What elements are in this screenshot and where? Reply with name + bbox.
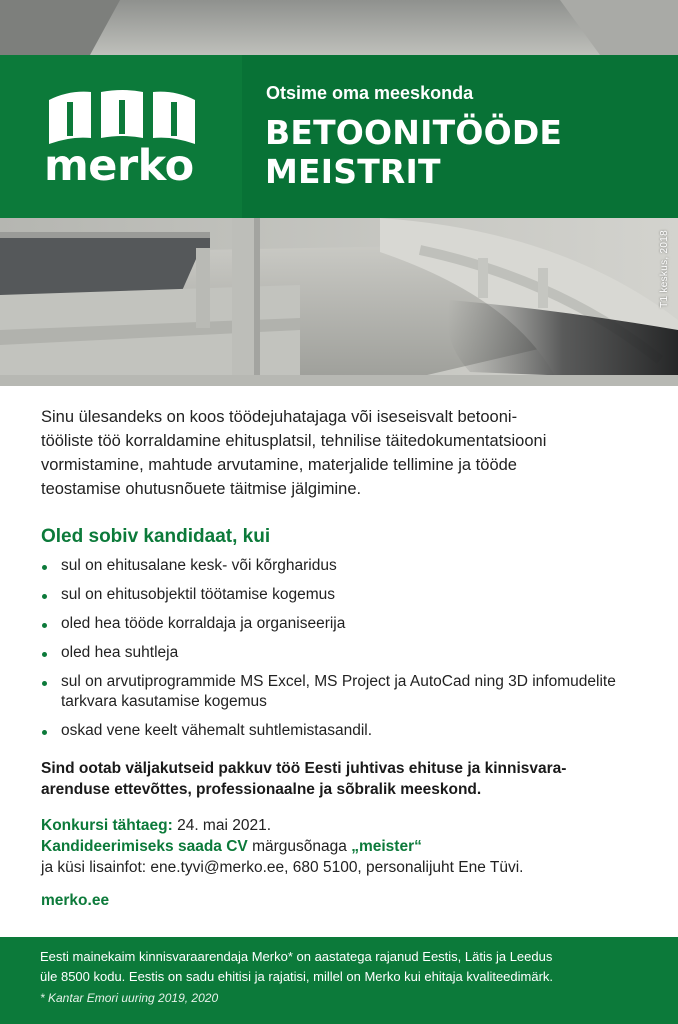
job-description-line: Sinu ülesandeks on koos töödejuhatajaga või iseseisvalt betooni- (41, 408, 518, 426)
header-banner (0, 55, 678, 218)
application-info (41, 815, 661, 878)
cv-label: Kandideerimiseks saada CV (41, 838, 248, 855)
photo-credit: T1 keskus, 2018 (659, 230, 670, 308)
deadline-row (41, 815, 661, 836)
cv-row (41, 836, 661, 857)
offer-line: arenduse ettevõttes, professionaalne ja sõbralik meeskond. (41, 781, 482, 798)
requirements-heading: Oled sobiv kandidaat, kui (41, 526, 271, 547)
requirement-item: oled hea suhtleja (41, 643, 641, 663)
job-description-line: tööliste töö korraldamine ehitusplatsil, tehnilise täitedokumentatsiooni (41, 432, 547, 450)
job-title (265, 113, 665, 191)
merko-logo-wordmark: merko (44, 141, 194, 191)
requirement-item: sul on ehitusalane kesk- või kõrgharidus (41, 556, 641, 576)
requirement-item: sul on ehitusobjektil töötamise kogemus (41, 585, 641, 605)
footer-line: Eesti mainekaim kinnisvaraarendaja Merko* on aastatega rajanud Eestis, Lätis ja Leedus (40, 949, 553, 964)
deadline-label: Konkursi tähtaeg: (41, 817, 173, 834)
footer-text (40, 947, 640, 987)
requirement-item: oskad vene keelt vähemalt suhtlemistasandil. (41, 721, 641, 741)
contact-info[interactable]: ja küsi lisainfot: ene.tyvi@merko.ee, 680 5100, personalijuht Ene Tüvi. (41, 859, 524, 876)
job-title-line-2: MEISTRIT (265, 152, 441, 191)
footer-footnote: * Kantar Emori uuring 2019, 2020 (40, 991, 219, 1005)
website-link[interactable]: merko.ee (41, 892, 110, 909)
job-description-line: vormistamine, mahtude arvutamine, materjalide tellimine ja tööde (41, 456, 517, 474)
job-description (41, 405, 651, 501)
job-title-line-1: BETOONITÖÖDE (265, 113, 563, 152)
banner-kicker: Otsime oma meeskonda (266, 83, 474, 103)
job-description-line: teostamise ohutusnõuete täitmise jälgimine. (41, 480, 362, 498)
requirement-item: sul on arvutiprogrammide MS Excel, MS Project ja AutoCad ning 3D infomudelite tarkvara kasutamise kogemus (41, 672, 621, 712)
deadline-value: 24. mai 2021. (177, 817, 272, 834)
footer-line: üle 8500 kodu. Eestis on sadu ehitisi ja rajatisi, millel on Merko kui ehitaja kvaliteedimärk. (40, 969, 554, 984)
requirements-list (41, 556, 641, 750)
footer (0, 937, 678, 1024)
cv-keyword: „meister“ (351, 838, 422, 855)
cv-middle-text: märgusõnaga (252, 838, 347, 855)
offer-line: Sind ootab väljakutseid pakkuv töö Eesti juhtivas ehituse ja kinnisvara- (41, 760, 567, 777)
offer-text (41, 758, 651, 800)
requirement-item: oled hea tööde korraldaja ja organiseerija (41, 614, 641, 634)
